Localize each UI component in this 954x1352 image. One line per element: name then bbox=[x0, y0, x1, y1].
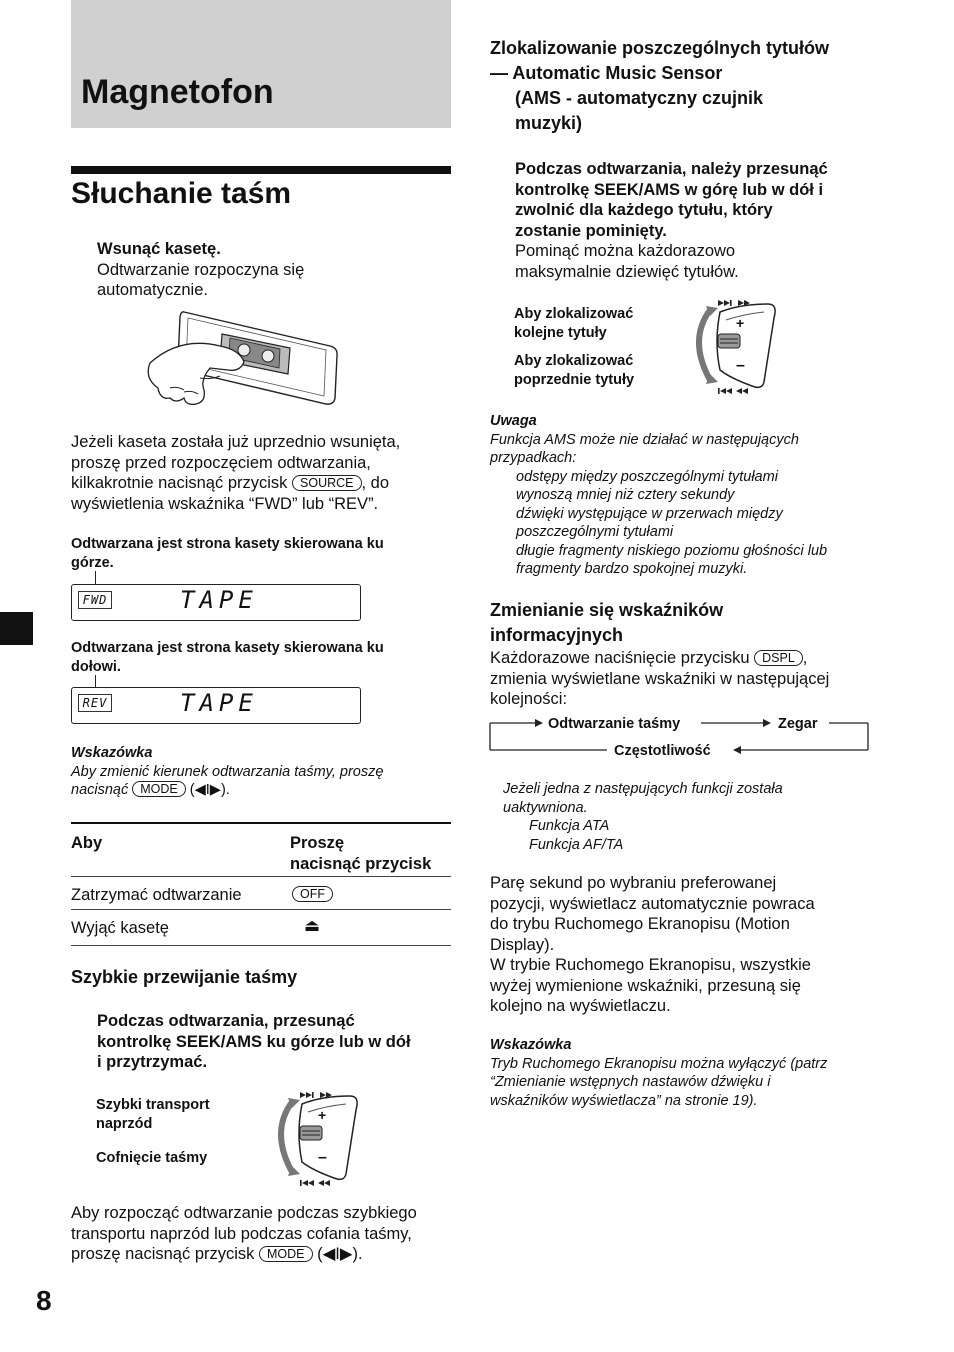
ams-title-line-3: (AMS - automatyczny czujnik bbox=[515, 88, 764, 108]
ams-next-label-2: kolejne tytuły bbox=[514, 324, 607, 341]
fast-wind-instr-1: Podczas odtwarzania, przesunąć bbox=[97, 1012, 355, 1030]
rev-indicator: REV bbox=[78, 694, 112, 712]
insert-step-title: Wsunąć kasetę. bbox=[97, 240, 221, 258]
ams-title-line-1: Zlokalizowanie poszczególnych tytułów bbox=[490, 38, 830, 58]
display-items-title-2: informacyjnych bbox=[490, 625, 624, 645]
hint-direction-title: Wskazówka bbox=[71, 745, 153, 761]
ams-caution bbox=[490, 412, 827, 579]
motion-line-7: kolejno na wyświetlaczu. bbox=[490, 997, 671, 1015]
hint-direction-line-2 bbox=[71, 781, 383, 800]
page-number: 8 bbox=[36, 1285, 52, 1316]
hint-direction-line-1: Aby zmienić kierunek odtwarzania taśmy, proszę bbox=[71, 763, 384, 780]
chapter-header-box bbox=[71, 0, 451, 128]
flow-item-clock: Zegar bbox=[778, 716, 818, 732]
already-inserted-paragraph bbox=[71, 432, 400, 514]
ams-instr-3: zwolnić dla każdego tytułu, który bbox=[515, 201, 773, 219]
ams-next-label bbox=[514, 305, 633, 342]
fast-forward-label-2: naprzód bbox=[96, 1115, 153, 1132]
already-inserted-line-3-after: , do bbox=[361, 474, 390, 492]
prev-track-icon bbox=[300, 1180, 330, 1186]
rewind-label: Cofnięcie taśmy bbox=[96, 1150, 208, 1166]
eject-icon: ⏏ bbox=[304, 916, 321, 935]
ams-title bbox=[490, 36, 829, 136]
ams-caution-title: Uwaga bbox=[490, 413, 537, 429]
svg-text:–: – bbox=[736, 357, 745, 374]
motion-line-1: Parę sekund po wybraniu preferowanej bbox=[490, 874, 777, 892]
fast-wind-end-line-2: transportu naprzód lub podczas cofania taśmy, bbox=[71, 1224, 412, 1243]
side-tab-marker bbox=[0, 612, 33, 645]
cassette-insert-illustration bbox=[140, 308, 345, 413]
fast-wind-end-line-3 bbox=[71, 1244, 417, 1265]
ams-prev-label bbox=[514, 352, 634, 389]
fast-wind-end-line-3-text: proszę nacisnąć przycisk bbox=[71, 1245, 255, 1263]
table-header-col2-line-1: Proszę bbox=[290, 834, 345, 852]
fast-forward-label-1: Szybki transport bbox=[96, 1097, 210, 1113]
seek-ams-knob-illustration bbox=[268, 1086, 362, 1190]
display-condition-line-2: uaktywniona. bbox=[503, 799, 588, 816]
table-rule-2 bbox=[71, 909, 451, 910]
mode-button-symbol: (◀I▶). bbox=[189, 782, 230, 798]
ams-caution-line-2: przypadkach: bbox=[490, 450, 577, 466]
fast-wind-title: Szybkie przewijanie taśmy bbox=[71, 967, 298, 987]
display-items-title bbox=[490, 598, 723, 648]
hint-motion-line-3: wskaźników wyświetlacza” na stronie 19). bbox=[490, 1092, 758, 1109]
display-condition-note bbox=[503, 780, 783, 854]
table-header-col1: Aby bbox=[71, 834, 103, 852]
motion-display-paragraph bbox=[490, 873, 815, 1017]
hint-motion-line-2: “Zmienianie wstępnych nastawów dźwięku i bbox=[490, 1074, 771, 1090]
insert-step bbox=[97, 239, 304, 301]
display-items-line-1-after: , bbox=[802, 649, 808, 667]
rev-caption bbox=[71, 639, 384, 676]
insert-step-text-1: Odtwarzanie rozpoczyna się bbox=[97, 260, 305, 279]
ams-caution-item-1: odstępy między poszczególnymi tytułami bbox=[516, 468, 778, 485]
ams-instr-2: kontrolkę SEEK/AMS w górę lub w dół i bbox=[515, 180, 824, 199]
display-items-line-1 bbox=[490, 648, 829, 669]
already-inserted-line-1: Jeżeli kaseta została już uprzednio wsunięta, bbox=[71, 433, 401, 451]
already-inserted-line-3-text: kilkakrotnie nacisnąć przycisk bbox=[71, 474, 288, 492]
table-header-col2-line-2: nacisnąć przycisk bbox=[290, 854, 432, 873]
display-items-paragraph bbox=[490, 648, 829, 710]
table-row-stop-button bbox=[292, 886, 333, 904]
ams-title-line-4: muzyki) bbox=[515, 113, 583, 133]
ams-prev-track-icon bbox=[718, 388, 748, 394]
mode-button-label: MODE bbox=[132, 781, 186, 797]
svg-text:+: + bbox=[318, 1107, 327, 1123]
table-row-stop-action: Zatrzymać odtwarzanie bbox=[71, 886, 242, 904]
display-items-line-2: zmienia wyświetlane wskaźniki w następującej bbox=[490, 669, 830, 688]
rev-caption-line-2: dołowi. bbox=[71, 658, 121, 675]
fast-wind-instruction bbox=[97, 1011, 411, 1073]
display-condition-line-1: Jeżeli jedna z następujących funkcji została bbox=[503, 781, 783, 797]
fwd-lcd-text: TAPE bbox=[180, 586, 258, 614]
flow-item-tape: Odtwarzanie taśmy bbox=[548, 716, 681, 732]
ams-knob-illustration bbox=[686, 294, 780, 398]
dspl-button-label: DSPL bbox=[754, 650, 803, 666]
fwd-caption-line-2: górze. bbox=[71, 554, 114, 571]
ams-prev-label-1: Aby zlokalizować bbox=[514, 353, 634, 369]
svg-text:+: + bbox=[736, 315, 745, 331]
fast-wind-instr-2: kontrolkę SEEK/AMS ku górze lub w dół bbox=[97, 1032, 411, 1051]
table-row-eject-action: Wyjąć kasetę bbox=[71, 919, 169, 937]
fast-wind-mode-button-label: MODE bbox=[259, 1246, 313, 1262]
ams-note-1: Pominąć można każdorazowo bbox=[515, 242, 736, 260]
ams-instr-1: Podczas odtwarzania, należy przesunąć bbox=[515, 160, 828, 178]
section-title: Słuchanie taśm bbox=[71, 177, 292, 210]
ams-next-label-1: Aby zlokalizować bbox=[514, 306, 634, 322]
already-inserted-line-2: proszę przed rozpoczęciem odtwarzania, bbox=[71, 453, 371, 472]
motion-line-2: pozycji, wyświetlacz automatycznie powraca bbox=[490, 894, 815, 913]
fast-wind-instr-3: i przytrzymać. bbox=[97, 1053, 208, 1071]
source-button-label: SOURCE bbox=[292, 475, 361, 491]
motion-line-3: do trybu Ruchomego Ekranopisu (Motion bbox=[490, 915, 790, 933]
motion-line-4: Display). bbox=[490, 935, 555, 954]
ams-instruction bbox=[515, 159, 828, 282]
fast-forward-label bbox=[96, 1096, 210, 1133]
fwd-lcd-display bbox=[71, 584, 361, 621]
already-inserted-line-3 bbox=[71, 473, 400, 494]
chapter-title: Magnetofon bbox=[81, 73, 274, 111]
ams-prev-label-2: poprzednie tytuły bbox=[514, 371, 635, 388]
svg-text:–: – bbox=[318, 1149, 327, 1166]
section-rule bbox=[71, 166, 451, 174]
ams-note-2: maksymalnie dziewięć tytułów. bbox=[515, 262, 739, 281]
table-rule-1 bbox=[71, 876, 451, 877]
display-items-title-1: Zmienianie się wskaźników bbox=[490, 600, 724, 620]
ams-caution-item-3: długie fragmenty niskiego poziomu głośności lub bbox=[516, 542, 828, 559]
ams-caution-item-2b: poszczególnymi tytułami bbox=[516, 524, 674, 540]
fast-wind-mode-symbol: (◀I▶). bbox=[317, 1245, 363, 1263]
fast-wind-end-paragraph bbox=[71, 1203, 417, 1265]
ams-caution-line-1: Funkcja AMS może nie działać w następujących bbox=[490, 431, 799, 448]
display-items-line-1-text: Każdorazowe naciśnięcie przycisku bbox=[490, 649, 750, 667]
display-condition-item-afta: Funkcja AF/TA bbox=[529, 836, 624, 853]
hint-motion-title: Wskazówka bbox=[490, 1037, 572, 1053]
display-items-line-3: kolejności: bbox=[490, 690, 568, 708]
ams-caution-item-3b: fragmenty bardzo spokojnej muzyki. bbox=[516, 561, 748, 577]
ams-caution-item-2: dźwięki występujące w przerwach między bbox=[516, 505, 783, 522]
off-button-label: OFF bbox=[292, 886, 333, 902]
fwd-caption bbox=[71, 535, 384, 572]
insert-step-text-2: automatycznie. bbox=[97, 281, 208, 299]
fwd-indicator: FWD bbox=[78, 591, 112, 609]
hint-motion-line-1: Tryb Ruchomego Ekranopisu można wyłączyć (patrz bbox=[490, 1055, 828, 1072]
rev-lcd-display bbox=[71, 687, 361, 724]
already-inserted-line-4: wyświetlenia wskaźnika “FWD” lub “REV”. bbox=[71, 494, 379, 513]
motion-line-6: wyżej wymienione wskaźniki, przesuną się bbox=[490, 976, 801, 995]
ams-instr-4: zostanie pominięty. bbox=[515, 221, 667, 240]
display-condition-item-ata: Funkcja ATA bbox=[529, 818, 610, 834]
table-header-col2 bbox=[290, 833, 431, 874]
ams-title-line-2: — Automatic Music Sensor bbox=[490, 63, 723, 83]
fwd-caption-line-1: Odtwarzana jest strona kasety skierowana ku bbox=[71, 536, 384, 552]
rev-lcd-text: TAPE bbox=[180, 689, 258, 717]
table-bottom-rule bbox=[71, 945, 451, 946]
hint-motion-display bbox=[490, 1036, 827, 1110]
motion-line-5: W trybie Ruchomego Ekranopisu, wszystkie bbox=[490, 956, 811, 974]
hint-direction-line-2-text: nacisnąć bbox=[71, 782, 129, 798]
flow-item-frequency: Częstotliwość bbox=[614, 743, 711, 759]
table-top-rule bbox=[71, 822, 451, 824]
hint-direction bbox=[71, 744, 383, 800]
ams-caution-item-1b: wynoszą mniej niż cztery sekundy bbox=[516, 487, 735, 503]
fast-wind-end-line-1: Aby rozpocząć odtwarzanie podczas szybkiego bbox=[71, 1204, 417, 1222]
rev-caption-line-1: Odtwarzana jest strona kasety skierowana ku bbox=[71, 640, 384, 656]
